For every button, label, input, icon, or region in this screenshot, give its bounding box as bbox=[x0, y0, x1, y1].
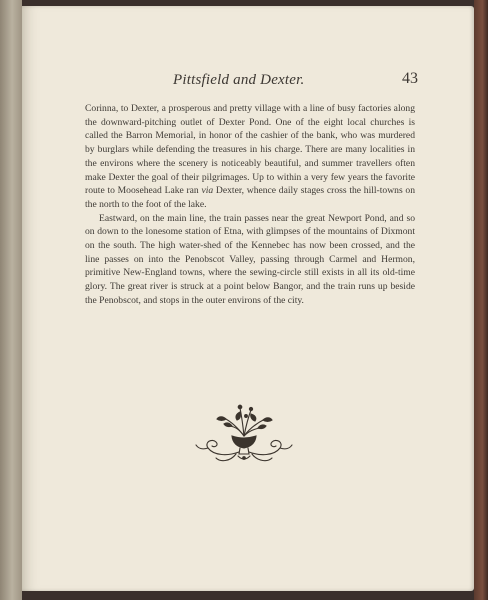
paragraph-1-text-b: Dexter, whence daily stages cross the hill-towns on the north to the foot of the lake. bbox=[85, 185, 415, 210]
floral-vase-tailpiece-icon bbox=[194, 402, 294, 464]
book-cover-edge bbox=[474, 0, 488, 600]
paragraph-2: Eastward, on the main line, the train passes near the great Newport Pond, and so on down to the lonesome station of Etna, with glimpses of the mountains of Dixmont on the south. The high water-shed of the Kennebec has now been crossed, and the line passes on into the Penobscot Valley, passing through Carmel and Hermon, primitive New-England towns, where the sewing-circle still exists in all its old-time glory. The great river is struck at a point below Bangor, and the train runs up beside the Penobscot, and stops in the outer environs of the city. bbox=[85, 212, 415, 306]
running-header-title: Pittsfield and Dexter. bbox=[173, 72, 305, 88]
book-page bbox=[22, 6, 474, 591]
italic-via: via bbox=[201, 185, 214, 197]
page-number: 43 bbox=[402, 70, 418, 87]
paragraph-1-text-a: Corinna, to Dexter, a prosperous and pretty village with a line of busy factories along the downward-pitching outlet of Dexter Pond. One of the eight local churches is called the Barron Memorial, in honor of the cashier of the bank, who was murdered by burglars while defending the treasures in his charge. There are many localities in the environs where the scenery is noticeably beautiful, and summer travellers often make Dexter the goal of their pilgrimages. Up to within a very few years the favorite route to Moosehead Lake ran bbox=[85, 103, 415, 197]
body-text bbox=[85, 102, 415, 308]
paragraph-1 bbox=[85, 102, 415, 212]
facing-page-edge bbox=[0, 0, 22, 600]
